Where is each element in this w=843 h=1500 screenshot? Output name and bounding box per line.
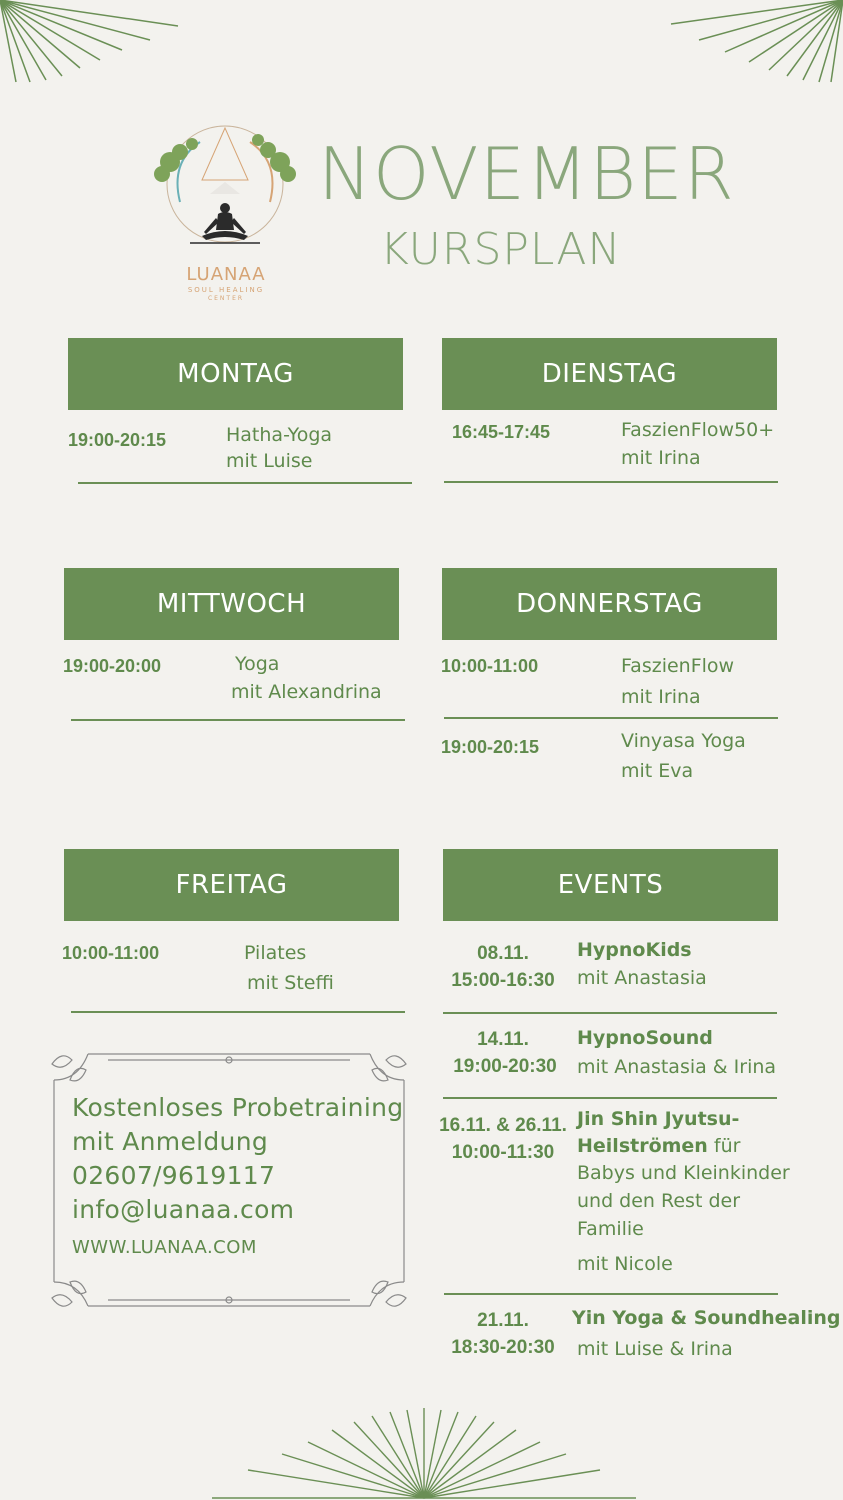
day-header-montag: MONTAG bbox=[68, 338, 403, 410]
event-1-time: 15:00-16:30 bbox=[451, 970, 555, 991]
event-3-title-heilstroemen: Heilströmen bbox=[577, 1135, 708, 1157]
montag-time: 19:00-20:15 bbox=[68, 430, 167, 450]
event-3-teacher: mit Nicole bbox=[577, 1253, 673, 1275]
freitag-teacher: mit Steffi bbox=[247, 972, 334, 994]
day-header-dienstag: DIENSTAG bbox=[442, 338, 777, 410]
dienstag-course: FaszienFlow50+ bbox=[621, 419, 775, 441]
montag-course: Hatha-Yoga bbox=[226, 424, 333, 446]
divider bbox=[444, 717, 778, 719]
divider bbox=[444, 481, 778, 483]
sunburst-top-left-decoration bbox=[0, 0, 190, 90]
page-title: NOVEMBER bbox=[318, 132, 735, 216]
freitag-time: 10:00-11:00 bbox=[62, 943, 160, 963]
event-2-time: 19:00-20:30 bbox=[453, 1056, 557, 1077]
donnerstag-course-1: FaszienFlow bbox=[621, 655, 735, 677]
logo-name: LUANAA bbox=[186, 264, 266, 285]
event-4-time: 18:30-20:30 bbox=[451, 1337, 555, 1358]
event-3-desc-line3: Familie bbox=[577, 1218, 644, 1240]
dienstag-teacher: mit Irina bbox=[621, 447, 701, 469]
contact-email[interactable]: info@luanaa.com bbox=[72, 1195, 295, 1224]
luanaa-logo-icon bbox=[140, 122, 310, 252]
logo-tagline-center: CENTER bbox=[207, 295, 245, 302]
event-4-date: 21.11. bbox=[477, 1310, 529, 1331]
event-3-time: 10:00-11:30 bbox=[451, 1142, 555, 1163]
logo-tagline: SOUL HEALING bbox=[187, 286, 265, 294]
montag-teacher: mit Luise bbox=[226, 450, 313, 472]
event-4-title: Yin Yoga & Soundhealing bbox=[572, 1307, 841, 1329]
event-1-title: HypnoKids bbox=[577, 939, 692, 961]
divider bbox=[71, 1011, 405, 1013]
mittwoch-course: Yoga bbox=[235, 653, 280, 675]
freitag-course: Pilates bbox=[244, 942, 307, 964]
divider bbox=[78, 482, 412, 484]
sunburst-top-right-decoration bbox=[663, 0, 843, 90]
page-subtitle: KURSPLAN bbox=[380, 224, 622, 275]
sunburst-bottom-decoration bbox=[212, 1408, 636, 1500]
day-header-donnerstag: DONNERSTAG bbox=[442, 568, 777, 640]
event-1-date: 08.11. bbox=[477, 943, 529, 964]
event-2-date: 14.11. bbox=[477, 1029, 529, 1050]
contact-phone[interactable]: 02607/9619117 bbox=[72, 1161, 276, 1190]
donnerstag-time-1: 10:00-11:00 bbox=[441, 656, 539, 676]
dienstag-time: 16:45-17:45 bbox=[452, 422, 551, 442]
mittwoch-teacher: mit Alexandrina bbox=[231, 681, 382, 703]
event-2-teacher: mit Anastasia & Irina bbox=[577, 1056, 777, 1078]
donnerstag-course-2: Vinyasa Yoga bbox=[621, 730, 746, 752]
events-header: EVENTS bbox=[443, 849, 778, 921]
mittwoch-time: 19:00-20:00 bbox=[63, 656, 162, 676]
donnerstag-teacher-2: mit Eva bbox=[621, 760, 694, 782]
day-header-freitag: FREITAG bbox=[64, 849, 399, 921]
donnerstag-time-2: 19:00-20:15 bbox=[441, 737, 540, 757]
divider bbox=[71, 719, 405, 721]
contact-website[interactable]: WWW.LUANAA.COM bbox=[72, 1237, 257, 1258]
divider bbox=[443, 1097, 777, 1099]
contact-trial-text: Kostenloses Probetraining bbox=[72, 1093, 404, 1122]
event-3-date: 16.11. & 26.11. bbox=[439, 1115, 567, 1136]
contact-registration-text: mit Anmeldung bbox=[72, 1127, 269, 1156]
divider bbox=[443, 1012, 777, 1014]
event-2-title: HypnoSound bbox=[577, 1027, 713, 1049]
divider bbox=[444, 1293, 778, 1295]
donnerstag-teacher-1: mit Irina bbox=[621, 686, 701, 708]
event-3-title-fuer: für bbox=[707, 1135, 741, 1157]
event-3-title-line1: Jin Shin Jyutsu- bbox=[577, 1108, 740, 1130]
event-3-desc-line1: Babys und Kleinkinder bbox=[577, 1162, 790, 1184]
event-3-title-line2 bbox=[577, 1134, 740, 1159]
event-3-desc-line2: und den Rest der bbox=[577, 1190, 741, 1212]
event-1-teacher: mit Anastasia bbox=[577, 967, 707, 989]
day-header-mittwoch: MITTWOCH bbox=[64, 568, 399, 640]
event-4-teacher: mit Luise & Irina bbox=[577, 1338, 733, 1360]
